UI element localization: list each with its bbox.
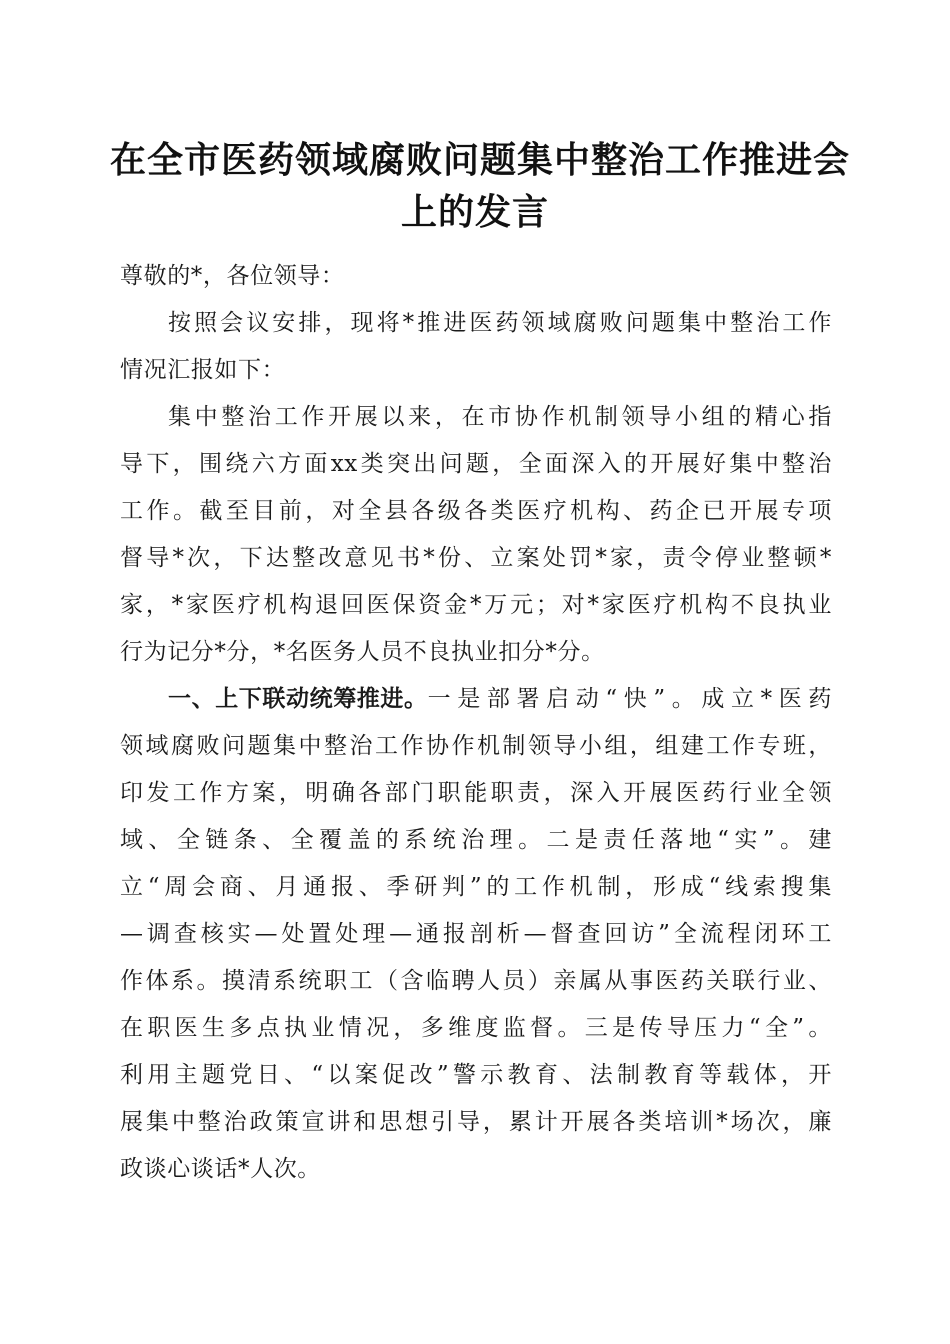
- paragraph-line: 导下，围绕六方面xx类突出问题，全面深入的开展好集中整治: [120, 451, 832, 477]
- title-line-1: 在全市医药领域腐败问题集中整治工作推进会: [110, 139, 851, 181]
- paragraph-line: 利用主题党日、“以案促改”警示教育、法制教育等载体，开: [120, 1062, 832, 1088]
- section-heading: 一、上下联动统筹推进。: [168, 686, 428, 712]
- paragraph-line: 政谈心谈话*人次。: [120, 1156, 321, 1182]
- paragraph-line: 印发工作方案，明确各部门职能职责，深入开展医药行业全领: [120, 780, 832, 806]
- paragraph-line: 情况汇报如下：: [120, 357, 286, 383]
- document-title: [110, 134, 851, 238]
- paragraph-2: [120, 394, 832, 676]
- paragraph-line: 立“周会商、月通报、季研判”的工作机制，形成“线索搜集: [120, 874, 832, 900]
- title-line-2: 上的发言: [400, 191, 549, 233]
- paragraph-line: 按照会议安排，现将*推进医药领域腐败问题集中整治工作: [168, 310, 832, 336]
- paragraph-line: 作体系。摸清系统职工（含临聘人员）亲属从事医药关联行业、: [120, 968, 832, 994]
- paragraph-line: 督导*次，下达整改意见书*份、立案处罚*家，责令停业整顿*: [120, 545, 832, 571]
- paragraph-line: 行为记分*分，*名医务人员不良执业扣分*分。: [120, 639, 605, 665]
- paragraph-line: 集中整治工作开展以来，在市协作机制领导小组的精心指: [168, 404, 832, 430]
- paragraph-line: 工作。截至目前，对全县各级各类医疗机构、药企已开展专项: [120, 498, 832, 524]
- paragraph-line: 在职医生多点执业情况，多维度监督。三是传导压力“全”。: [120, 1015, 832, 1041]
- paragraph-line: 展集中整治政策宣讲和思想引导，累计开展各类培训*场次，廉: [120, 1109, 832, 1135]
- paragraph-1: [120, 300, 832, 394]
- paragraph-line: —调查核实—处置处理—通报剖析—督查回访”全流程闭环工: [120, 921, 832, 947]
- document-body: [120, 253, 832, 1193]
- paragraph-line: 域、全链条、全覆盖的系统治理。二是责任落地“实”。建: [120, 827, 832, 853]
- paragraph-line-rest: 一是部署启动“快”。成立*医药: [427, 686, 832, 712]
- paragraph-line: 领域腐败问题集中整治工作协作机制领导小组，组建工作专班，: [120, 733, 832, 759]
- paragraph-line: 家，*家医疗机构退回医保资金*万元；对*家医疗机构不良执业: [120, 592, 832, 618]
- salutation: 尊敬的*，各位领导：: [120, 263, 345, 289]
- paragraph-line: [120, 676, 832, 723]
- paragraph-3: [120, 676, 832, 1193]
